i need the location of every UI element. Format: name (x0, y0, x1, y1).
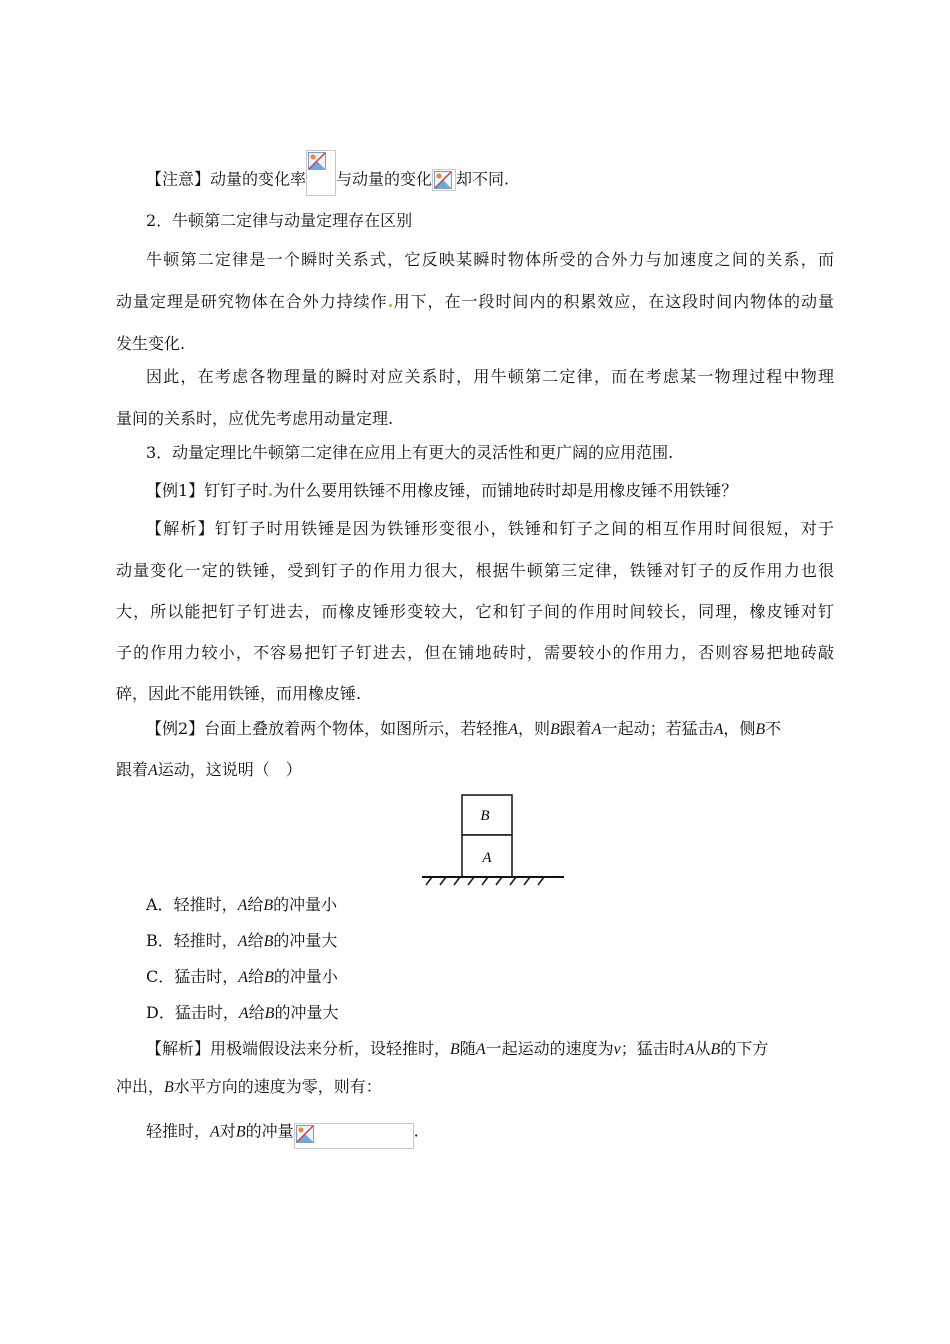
example-1-question: 【例1】钉钉子时 为什么要用铁锤不用橡皮锤，而铺地砖时却是用橡皮锤不用铁锤？ (146, 481, 738, 500)
paragraph-line: 牛顿第二定律是一个瞬时关系式，它反映某瞬时物体所受的合外力与加速度之间的关系，而 (146, 250, 834, 269)
note-text-2: 与动量的变化 (336, 169, 433, 189)
option-d: D．猛击时，A给B的冲量大 (146, 1003, 339, 1022)
paragraph-line: 子的作用力较小，不容易把钉子钉进去，但在铺地砖时，需要较小的作用力，否则容易把地砖敲 (116, 643, 834, 662)
paragraph-line: 发生变化. (116, 334, 186, 353)
paragraph-line: 动量定理是研究物体在合外力持续作 用下，在一段时间内的积累效应，在这段时间内物体的动量 (116, 292, 834, 311)
note-tag: 【注意】 (146, 169, 211, 189)
option-b: B．轻推时，A给B的冲量大 (146, 931, 338, 950)
option-a: A．轻推时，A给B的冲量小 (146, 895, 338, 914)
paragraph-line: 大，所以能把钉子钉进去，而橡皮锤形变较大，它和钉子间的作用时间较长，同理，橡皮锤对钉 (116, 602, 834, 621)
note-text-3: 却不同. (456, 169, 510, 189)
paragraph-line: 碎，因此不能用铁锤，而用橡皮锤. (116, 684, 362, 703)
broken-image-icon (306, 150, 336, 196)
paragraph-line: 因此，在考虑各物理量的瞬时对应关系时，用牛顿第二定律，而在考虑某一物理过程中物理 (146, 367, 834, 386)
block-b-label: B (480, 808, 490, 824)
section-heading-2: 2．牛顿第二定律与动量定理存在区别 (146, 211, 413, 230)
paragraph-line: 动量变化一定的铁锤，受到钉子的作用力很大，根据牛顿第三定律，铁锤对钉子的反作用力也很 (116, 561, 834, 580)
paragraph-line: 量间的关系时，应优先考虑用动量定理. (116, 409, 394, 428)
impulse-line: 轻推时，A对B的冲量 . (146, 1115, 419, 1149)
note-line (146, 164, 509, 196)
option-c: C．猛击时，A给B的冲量小 (146, 967, 338, 986)
broken-image-icon (432, 169, 456, 191)
section-heading-3: 3．动量定理比牛顿第二定律在应用上有更大的灵活性和更广阔的应用范围. (146, 443, 674, 462)
stacked-blocks-figure (418, 792, 568, 888)
example-2-question-cont: 跟着A运动，这说明（ ） (116, 760, 302, 779)
block-a-label: A (482, 850, 492, 866)
example-2-question: 【例2】台面上叠放着两个物体，如图所示，若轻推A，则B跟着A一起动；若猛击A，侧B不 (146, 719, 782, 738)
ground-hatching (426, 877, 544, 885)
note-text-1: 动量的变化率 (210, 169, 307, 189)
example-2-analysis: 【解析】用极端假设法来分析，设轻推时，B随A一起运动的速度为v；猛击时A从B的下方 (146, 1039, 769, 1058)
broken-image-icon (294, 1123, 414, 1149)
example-2-analysis-cont: 冲出，B水平方向的速度为零，则有： (116, 1077, 382, 1096)
paragraph-line: 【解析】钉钉子时用铁锤是因为铁锤形变很小，铁锤和钉子之间的相互作用时间很短，对于 (146, 519, 834, 538)
